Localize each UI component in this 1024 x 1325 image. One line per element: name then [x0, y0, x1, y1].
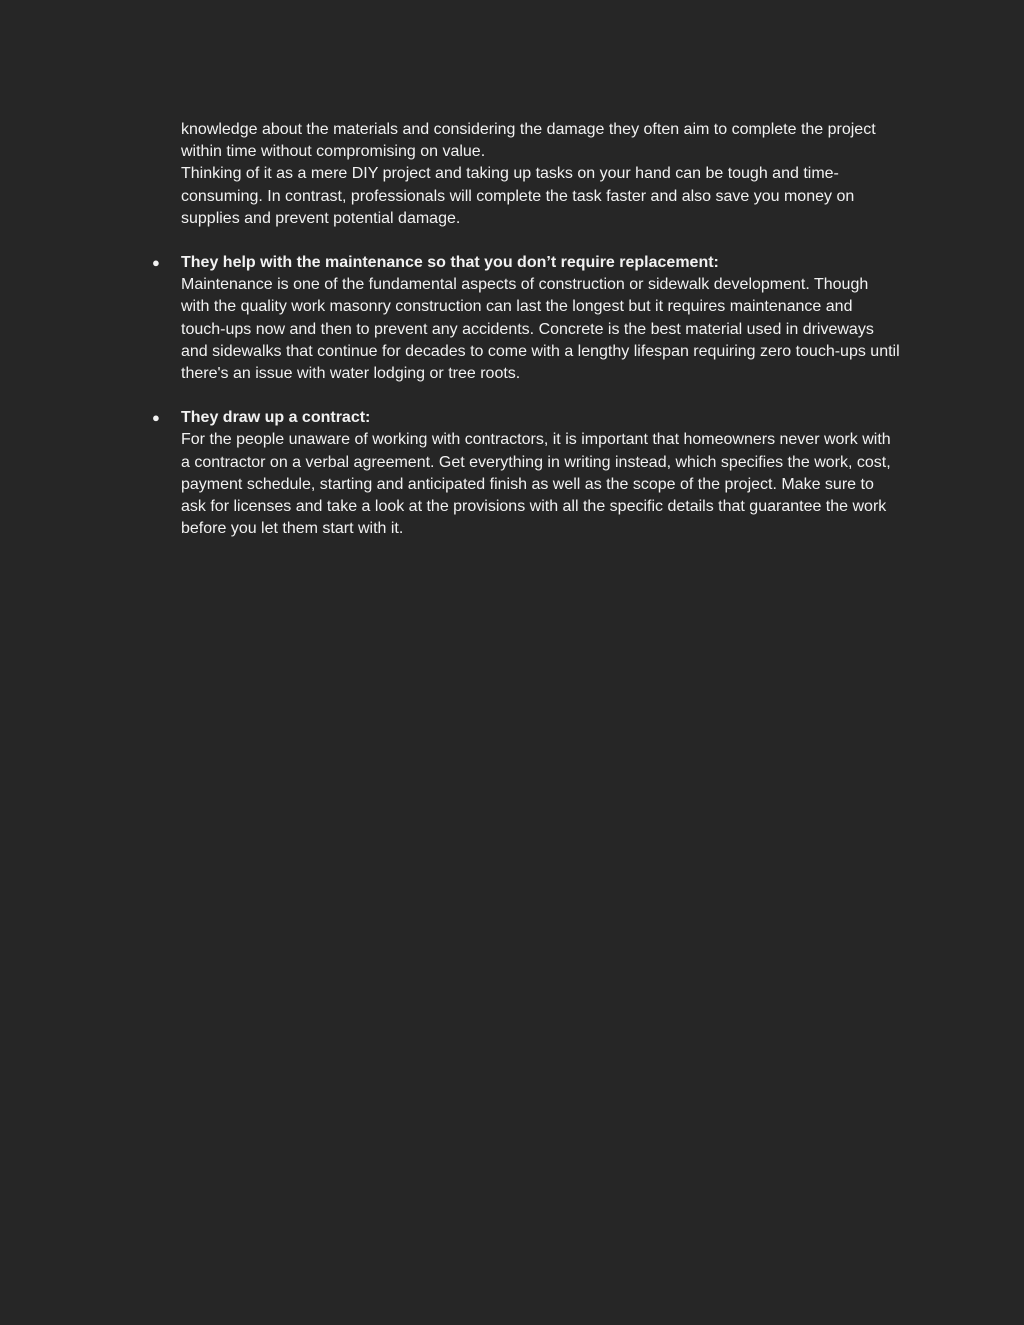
list-item-title: They help with the maintenance so that you don’t require replacement: — [181, 254, 719, 272]
bullet-icon: ● — [152, 410, 160, 426]
intro-continuation: knowledge about the materials and considering the damage they often aim to complete the project within time without compromising on value. — [181, 121, 876, 161]
document-content — [152, 119, 901, 540]
list-item-contract — [152, 407, 901, 540]
list-item-body: Maintenance is one of the fundamental aspects of construction or sidewalk development. Though with the quality work masonry construction can last the longest but it requires maintenance and touch-ups now and then to prevent any accidents. Concrete is the best material used in driveways and sidewalks that continue for decades to come with a lengthy lifespan requiring zero touch-ups until there's an issue with water lodging or tree roots. — [181, 276, 900, 383]
intro-paragraph: Thinking of it as a mere DIY project and taking up tasks on your hand can be tough and time-consuming. In contrast, professionals will complete the task faster and also save you money on supplies and prevent potential damage. — [181, 165, 855, 227]
bullet-icon: ● — [152, 255, 160, 271]
list-item-body: For the people unaware of working with contractors, it is important that homeowners never work with a contractor on a verbal agreement. Get everything in writing instead, which specifies the work, cost, payment schedule, starting and anticipated finish as well as the scope of the project. Make sure to ask for licenses and take a look at the provisions with all the specific details that guarantee the work before you let them start with it. — [181, 431, 891, 538]
list-item-title: They draw up a contract: — [181, 409, 371, 427]
list-item-maintenance — [152, 252, 901, 385]
